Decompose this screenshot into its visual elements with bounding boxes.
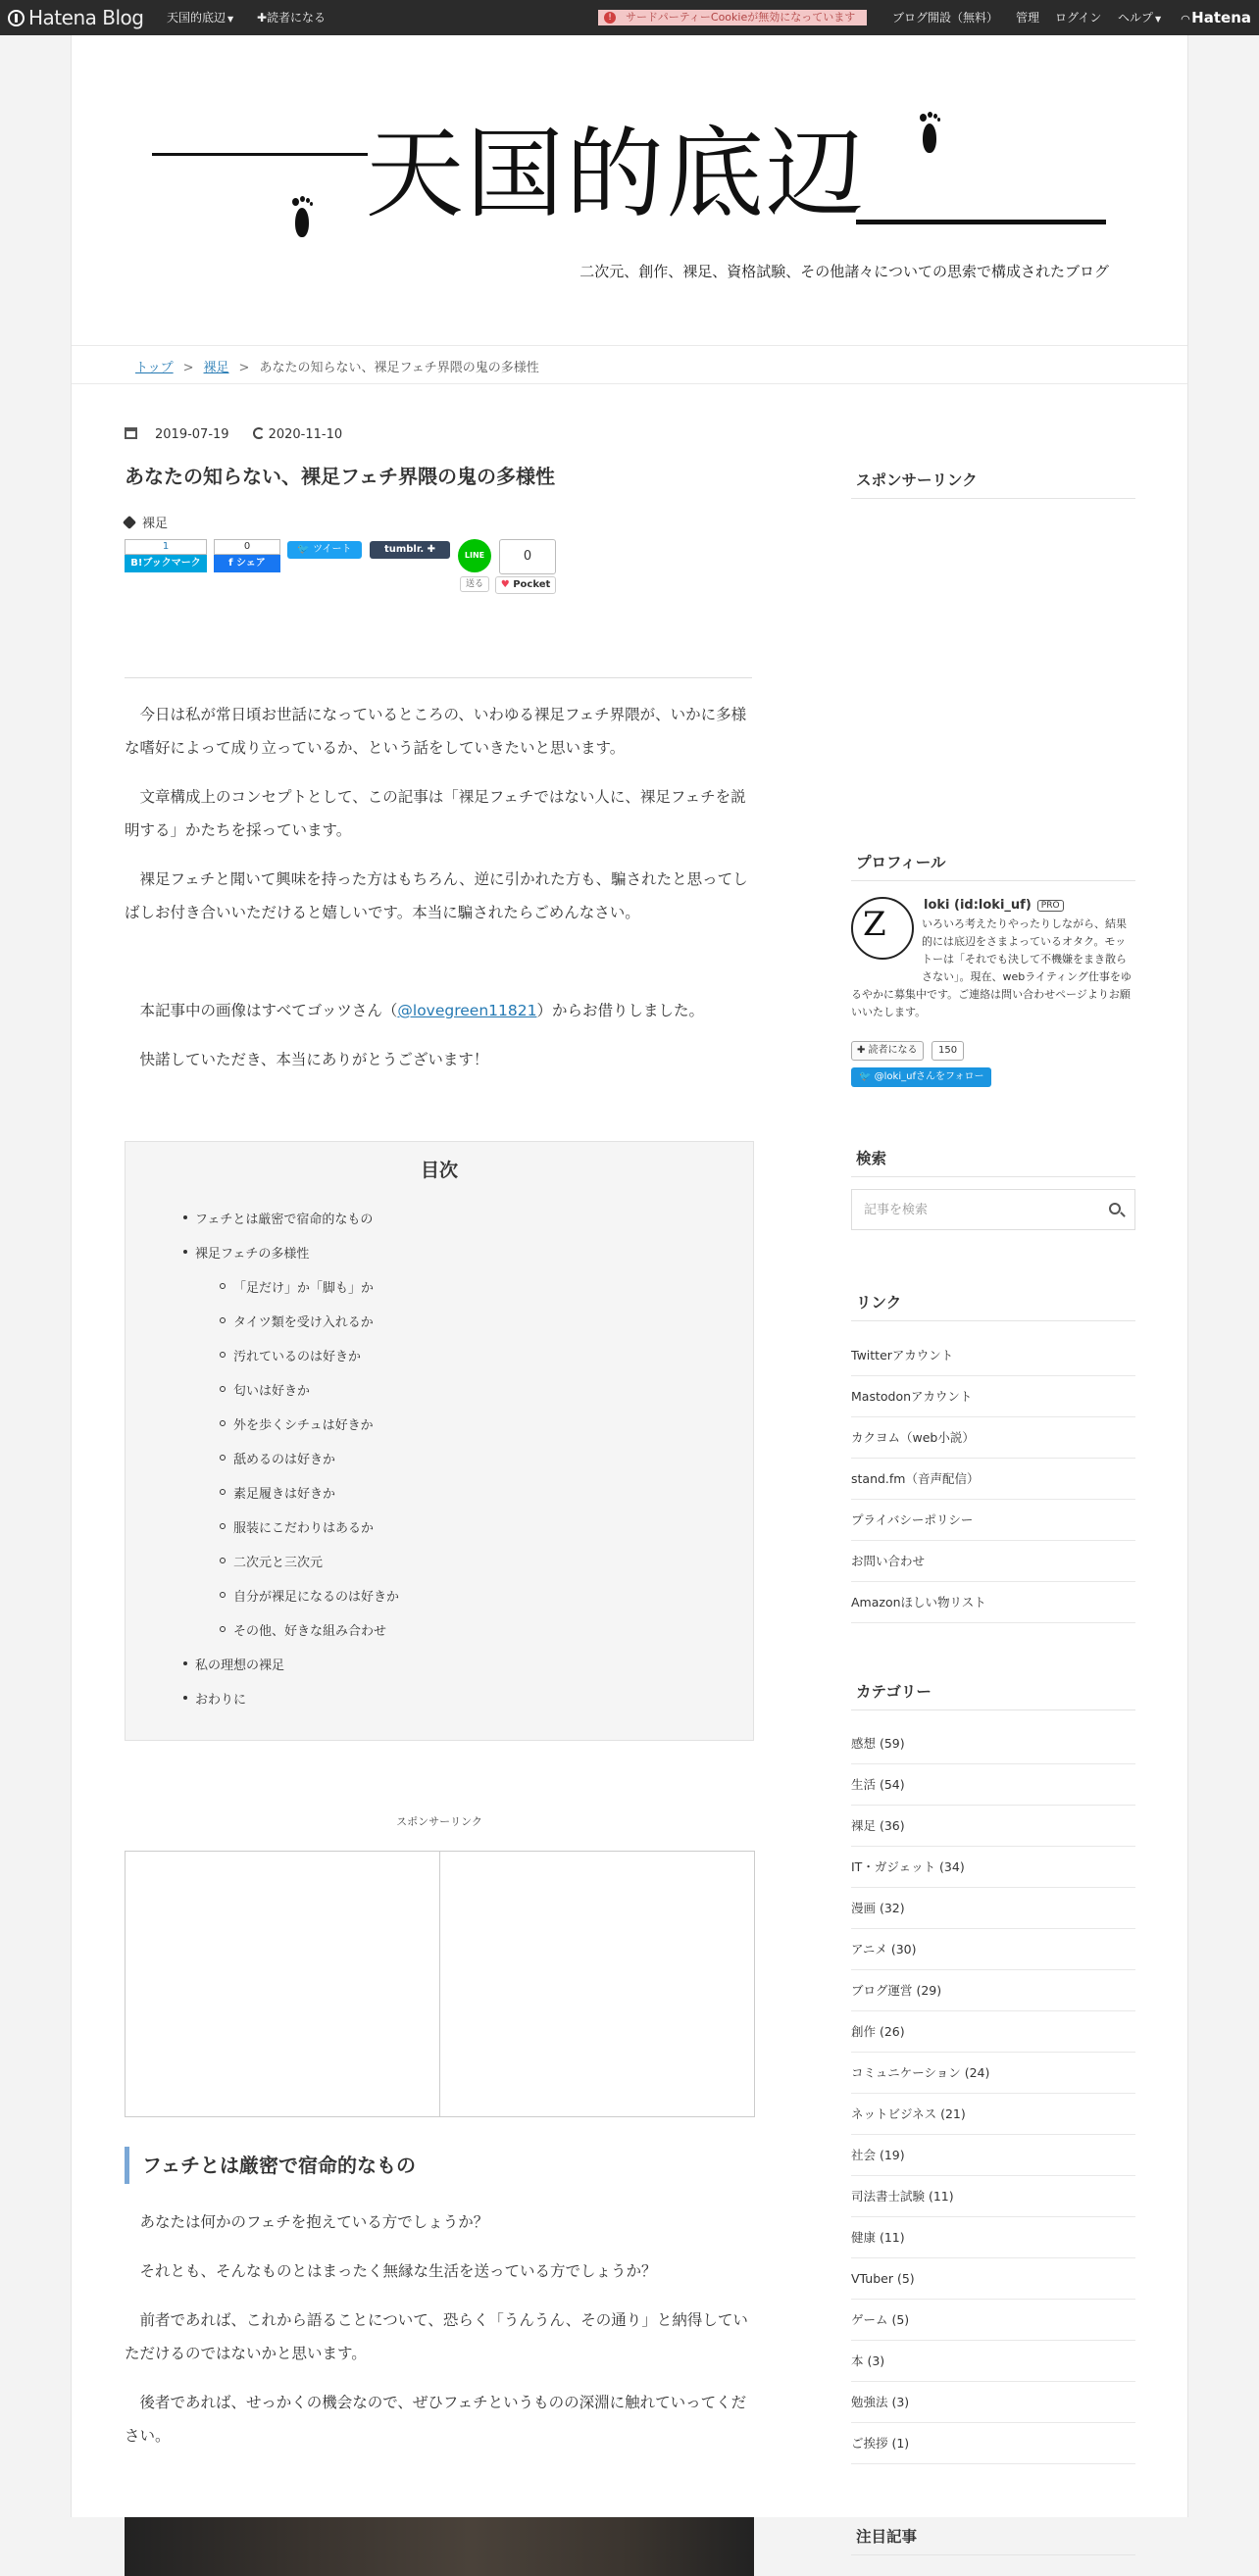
toc-subitem[interactable]: タイツ類を受け入れるか	[233, 1312, 374, 1330]
tweet-button[interactable]	[287, 541, 362, 559]
hatena-blog-logo[interactable]	[8, 0, 143, 35]
profile-description	[851, 916, 1135, 1021]
credit-suffix: ）からお借りしました。	[536, 1002, 704, 1019]
twitter-icon: 🐦	[297, 544, 310, 555]
body-paragraph: 前者であれば、これから語ることについて、恐らく「うんうん、その通り」と納得していただけるのではないかと思います。	[125, 2311, 748, 2362]
help-menu[interactable]	[1118, 0, 1161, 37]
toc-subitem[interactable]: 服装にこだわりはあるか	[233, 1517, 374, 1536]
pro-badge: PRO	[1037, 900, 1064, 912]
entry-updated: 2020-11-10	[268, 427, 343, 442]
toc-subitem[interactable]: 素足履きは好きか	[233, 1483, 335, 1502]
category-item[interactable]: 司法書士試験 (11)	[851, 2176, 1135, 2217]
category-item[interactable]: 漫画 (32)	[851, 1888, 1135, 1929]
toc-item[interactable]: おわりに	[195, 1689, 246, 1708]
line-button[interactable]	[456, 539, 493, 592]
hatena-brand-text: Hatena	[1191, 9, 1251, 26]
sidebar-link[interactable]: Mastodonアカウント	[851, 1376, 1135, 1417]
line-icon: LINE	[458, 539, 491, 572]
blog-menu-label: 天国的底辺	[167, 11, 227, 25]
avatar-logo: Z	[863, 905, 886, 944]
category-item[interactable]: アニメ (30)	[851, 1929, 1135, 1970]
ad-slot-right[interactable]	[439, 1851, 755, 2117]
sidebar-link[interactable]: stand.fm（音声配信）	[851, 1459, 1135, 1500]
sidebar	[851, 384, 1135, 2546]
share-buttons	[125, 539, 595, 602]
open-blog-link[interactable]: ブログ開設（無料）	[892, 11, 999, 25]
logo-text: Hatena Blog	[28, 6, 144, 29]
blog-title[interactable]: 天国的底辺	[366, 117, 866, 231]
body-paragraph: 後者であれば、せっかくの機会なので、ぜひフェチというものの深淵に触れていってください。	[125, 2394, 747, 2445]
hatena-blog-logo-icon	[8, 10, 25, 26]
breadcrumb-current: あなたの知らない、裸足フェチ界隈の鬼の多様性	[259, 361, 539, 375]
caret-down-icon: ▼	[227, 15, 234, 24]
category-item[interactable]: ゲーム (5)	[851, 2300, 1135, 2341]
hatena-brand[interactable]	[1182, 0, 1251, 37]
pocket-button[interactable]	[495, 539, 558, 594]
sidebar-link[interactable]: プライバシーポリシー	[851, 1500, 1135, 1541]
twitter-user-link[interactable]: @lovegreen11821	[397, 1002, 537, 1019]
sidebar-sponsor-title: スポンサーリンク	[851, 469, 1135, 499]
hatena-bookmark-label: B!ブックマーク	[125, 555, 207, 572]
article	[125, 384, 754, 2517]
blog-header[interactable]	[72, 35, 1187, 345]
entry-date[interactable]: 2019-07-19	[155, 427, 229, 442]
sidebar-link[interactable]: カクヨム（web小説）	[851, 1417, 1135, 1459]
breadcrumb-separator: >	[182, 361, 194, 375]
entry-meta	[125, 427, 342, 442]
toc-subitem[interactable]: 匂いは好きか	[233, 1380, 310, 1399]
pocket-count: 0	[499, 539, 556, 574]
entry-title[interactable]: あなたの知らない、裸足フェチ界隈の鬼の多様性	[125, 465, 555, 488]
breadcrumb-separator: >	[238, 361, 250, 375]
divider	[125, 677, 752, 678]
category-item[interactable]: 健康 (11)	[851, 2217, 1135, 2258]
sidebar-link[interactable]: Twitterアカウント	[851, 1335, 1135, 1376]
cookie-notice[interactable]	[598, 10, 867, 25]
ad-slot-left[interactable]	[125, 1851, 440, 2117]
body-paragraph: あなたは何かのフェチを抱えている方でしょうか？	[139, 2213, 489, 2231]
sponsor-label: スポンサーリンク	[396, 1815, 482, 1828]
breadcrumb-category[interactable]: 裸足	[203, 361, 229, 375]
global-header	[0, 0, 1259, 35]
intro-paragraph: 今日は私が常日頃お世話になっているところの、いわゆる裸足フェチ界隈が、いかに多様な嗜好によって成り立っているか、という話をしていきたいと思います。	[125, 706, 747, 757]
tweet-label: ツイート	[313, 544, 352, 555]
subscribe-link[interactable]: ✚読者になる	[257, 11, 327, 25]
sidebar-link[interactable]: Amazonほしい物リスト	[851, 1582, 1135, 1623]
sidebar-link[interactable]: お問い合わせ	[851, 1541, 1135, 1582]
hatena-brand-icon: ◠	[1181, 13, 1190, 25]
intro-paragraph: 裸足フェチと聞いて興味を持った方はもちろん、逆に引かれた方も、騙されたと思ってしばしお付き合いいただけると嬉しいです。本当に騙されたらごめんなさい。	[125, 870, 748, 921]
login-link[interactable]: ログイン	[1055, 11, 1102, 25]
warning-icon: !	[604, 12, 616, 24]
toc-subitem[interactable]: その他、好きな組み合わせ	[233, 1620, 386, 1639]
toc-item[interactable]: 裸足フェチの多様性	[195, 1243, 309, 1262]
calendar-icon	[125, 427, 137, 439]
pocket-label: Pocket	[513, 579, 551, 590]
toc-item[interactable]: 私の理想の裸足	[195, 1655, 284, 1673]
table-of-contents	[125, 1141, 754, 1741]
search-input[interactable]	[852, 1190, 1087, 1229]
body-paragraph: それとも、そんなものとはまったく無縁な生活を送っている方でしょうか？	[139, 2262, 657, 2280]
facebook-share-count: 0	[214, 539, 280, 555]
entry-categories	[125, 513, 168, 531]
category-item[interactable]: コミュニケーション (24)	[851, 2053, 1135, 2094]
toc-subitem[interactable]: 自分が裸足になるのは好きか	[233, 1586, 399, 1605]
search-form	[851, 1189, 1135, 1230]
toc-title: 目次	[420, 1160, 458, 1181]
toc-subitem[interactable]: 外を歩くシチュは好きか	[233, 1414, 374, 1433]
hatena-bookmark-count: 1	[125, 539, 207, 555]
cookie-notice-text: サードパーティーCookieが無効になっています	[626, 11, 856, 24]
category-item[interactable]: ブログ運営 (29)	[851, 1970, 1135, 2011]
category-link[interactable]: 裸足	[142, 517, 169, 531]
category-item[interactable]: IT・ガジェット (34)	[851, 1847, 1135, 1888]
title-decoration-line-right	[856, 220, 1106, 224]
blog-menu[interactable]	[167, 0, 233, 37]
hatena-bookmark-button[interactable]	[125, 539, 207, 572]
twitter-follow-label: @loki_ufさんをフォロー	[874, 1071, 984, 1082]
pocket-icon: ♥	[500, 579, 510, 590]
subscribe-button[interactable]: ✚ 読者になる	[851, 1041, 924, 1061]
links-title: リンク	[851, 1291, 1135, 1321]
featured-title: 注目記事	[851, 2525, 1135, 2555]
twitter-follow-button[interactable]	[851, 1067, 991, 1087]
page-container	[71, 35, 1188, 2546]
profile-name[interactable]	[924, 898, 1064, 913]
line-send-label: 送る	[460, 576, 489, 592]
toc-subitem[interactable]: 「足だけ」か「脚も」か	[233, 1277, 374, 1296]
refresh-icon	[253, 427, 265, 439]
category-item[interactable]: 本 (3)	[851, 2341, 1135, 2382]
facebook-share-button[interactable]	[214, 539, 280, 572]
subscriber-count: 150	[932, 1041, 964, 1061]
category-item[interactable]: ネットビジネス (21)	[851, 2094, 1135, 2135]
category-item[interactable]: ご挨拶 (1)	[851, 2423, 1135, 2464]
section-heading: フェチとは厳密で宿命的なもの	[125, 2147, 752, 2184]
category-item[interactable]: 社会 (19)	[851, 2135, 1135, 2176]
article-photo	[125, 2517, 754, 2576]
toc-subitem[interactable]: 舐めるのは好きか	[233, 1449, 335, 1467]
footprint-icon	[289, 196, 313, 239]
footprint-icon	[917, 112, 940, 155]
profile-description-text: いろいろ考えたりやったりしながら、結果的には底辺をさまよっているオタク。モットーは「それでも決して不機嫌をまき散らさない」。現在、webライティング仕事をゆるやかに募集中です。ご連絡は問い合わせページよりお願いいたします。	[851, 917, 1132, 1018]
toc-subitem[interactable]: 汚れているのは好きか	[233, 1346, 361, 1364]
help-label: ヘルプ	[1118, 11, 1154, 25]
credit-prefix: 本記事中の画像はすべてゴッツさん（	[139, 1002, 398, 1019]
twitter-icon: 🐦	[859, 1071, 872, 1082]
tag-icon	[123, 516, 136, 529]
breadcrumb-top[interactable]: トップ	[135, 361, 174, 375]
category-item[interactable]: 裸足 (36)	[851, 1806, 1135, 1847]
intro-paragraph: 文章構成上のコンセプトとして、この記事は「裸足フェチではない人に、裸足フェチを説明する」かたちを採っています。	[125, 788, 746, 839]
breadcrumb	[72, 345, 1187, 384]
search-icon[interactable]	[1109, 1203, 1121, 1214]
category-item[interactable]: 生活 (54)	[851, 1764, 1135, 1806]
tumblr-label: tumblr. ✚	[370, 541, 450, 559]
category-item[interactable]: 感想 (59)	[851, 1723, 1135, 1764]
search-title: 検索	[851, 1147, 1135, 1177]
category-item[interactable]: 勉強法 (3)	[851, 2382, 1135, 2423]
facebook-share-label: f シェア	[214, 555, 280, 572]
profile-title: プロフィール	[851, 851, 1135, 881]
category-item[interactable]: VTuber (5)	[851, 2258, 1135, 2300]
categories-title: カテゴリー	[851, 1680, 1135, 1710]
tumblr-button[interactable]	[370, 541, 450, 559]
title-decoration-line-left	[152, 153, 368, 156]
category-item[interactable]: 創作 (26)	[851, 2011, 1135, 2053]
caret-down-icon: ▼	[1155, 15, 1162, 24]
thanks-paragraph: 快諾していただき、本当にありがとうございます！	[139, 1051, 489, 1068]
profile-name-text: loki (id:loki_uf)	[924, 898, 1032, 913]
credit-paragraph	[125, 994, 752, 1027]
toc-subitem[interactable]: 二次元と三次元	[233, 1552, 323, 1570]
blog-tagline: 二次元、創作、裸足、資格試験、その他諸々についての思索で構成されたブログ	[579, 263, 1109, 280]
admin-link[interactable]: 管理	[1016, 11, 1040, 25]
toc-item[interactable]: フェチとは厳密で宿命的なもの	[195, 1209, 373, 1227]
